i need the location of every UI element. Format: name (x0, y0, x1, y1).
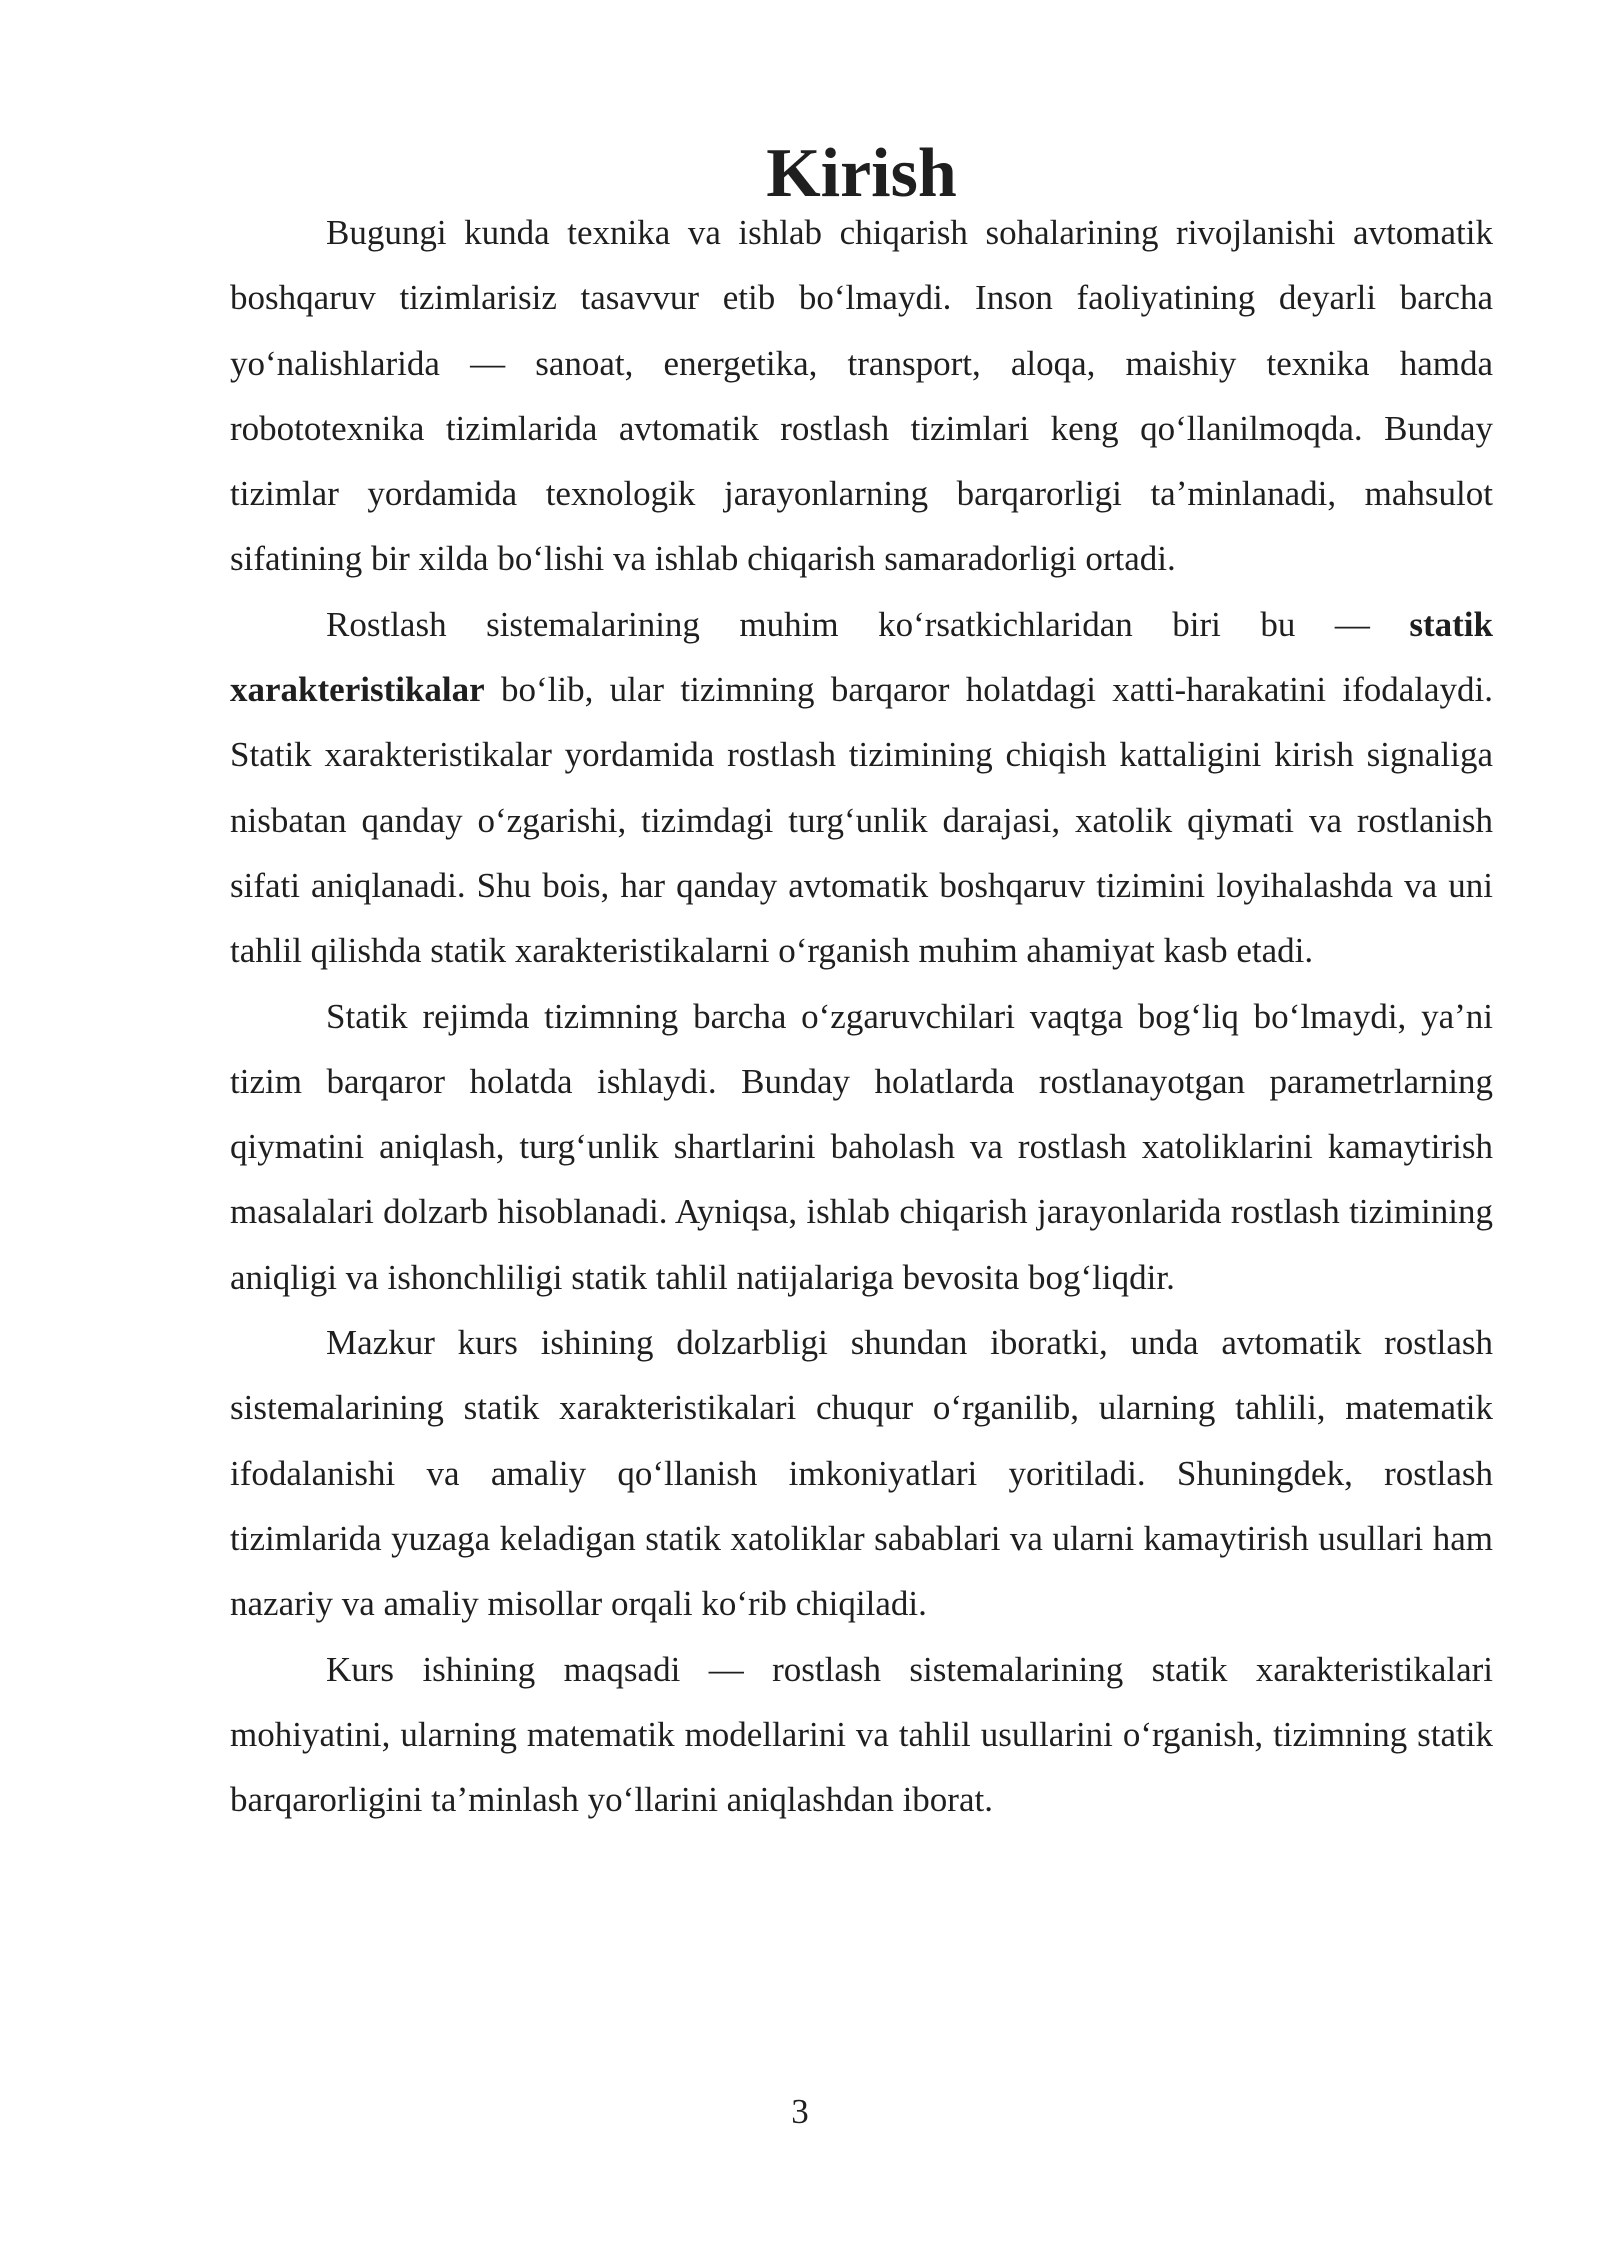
paragraph-1: Bugungi kunda texnika va ishlab chiqarish sohalarining rivojlanishi avtomatik boshqaruv tizimlarisiz tasavvur etib boʻlmaydi. Inson faoliyatining deyarli barcha yoʻnalishlarida — sanoat, energetika, transport, aloqa, maishiy texnika hamda robototexnika tizimlarida avtomatik rostlash tizimlari keng qoʻllanilmoqda. Bunday tizimlar yordamida texnologik jarayonlarning barqarorligi taʼminlanadi, mahsulot sifatining bir xilda boʻlishi va ishlab chiqarish samaradorligi ortadi. (230, 213, 1493, 579)
paragraph-2-bold-term: statik xarakteristikalar (230, 604, 1493, 710)
paragraph-4: Mazkur kurs ishining dolzarbligi shundan iboratki, unda avtomatik rostlash sistemalarining statik xarakteristikalari chuqur oʻrganilib, ularning tahlili, matematik ifodalanishi va amaliy qoʻllanish imkoniyatlari yoritiladi. Shuningdek, rostlash tizimlarida yuzaga keladigan statik xatoliklar sabablari va ularni kamaytirish usullari ham nazariy va amaliy misollar orqali koʻrib chiqiladi. (230, 1323, 1493, 1624)
paragraph-2-text-after: boʻlib, ular tizimning barqaror holatdagi xatti-harakatini ifodalaydi. Statik xarakteristikalar yordamida rostlash tizimining chiqish kattaligini kirish signaliga nisbatan qanday oʻzgarishi, tizimdagi turgʻunlik darajasi, xatolik qiymati va rostlanish sifati aniqlanadi. Shu bois, har qanday avtomatik boshqaruv tizimini loyihalashda va uni tahlil qilishda statik xarakteristikalarni oʻrganish muhim ahamiyat kasb etadi. (230, 670, 1493, 971)
paragraph-2-text-before: Rostlash sistemalarining muhim koʻrsatkichlaridan biri bu — (326, 604, 1410, 644)
paragraph-2 (230, 592, 1493, 984)
section-title: Kirish (766, 135, 957, 212)
paragraph-5: Kurs ishining maqsadi — rostlash sistemalarining statik xarakteristikalari mohiyatini, ularning matematik modellarini va tahlil usullarini oʻrganish, tizimning statik barqarorligini taʼminlash yoʻllarini aniqlashdan iborat. (230, 1649, 1493, 1820)
page-content (230, 135, 1493, 1832)
paragraph-3: Statik rejimda tizimning barcha oʻzgaruvchilari vaqtga bogʻliq boʻlmaydi, yaʼni tizim barqaror holatda ishlaydi. Bunday holatlarda rostlanayotgan parametrlarning qiymatini aniqlash, turgʻunlik shartlarini baholash va rostlash xatoliklarini kamaytirish masalalari dolzarb hisoblanadi. Ayniqsa, ishlab chiqarish jarayonlarida rostlash tizimining aniqligi va ishonchliligi statik tahlil natijalariga bevosita bogʻliqdir. (230, 996, 1493, 1297)
page-number: 3 (791, 2092, 809, 2131)
